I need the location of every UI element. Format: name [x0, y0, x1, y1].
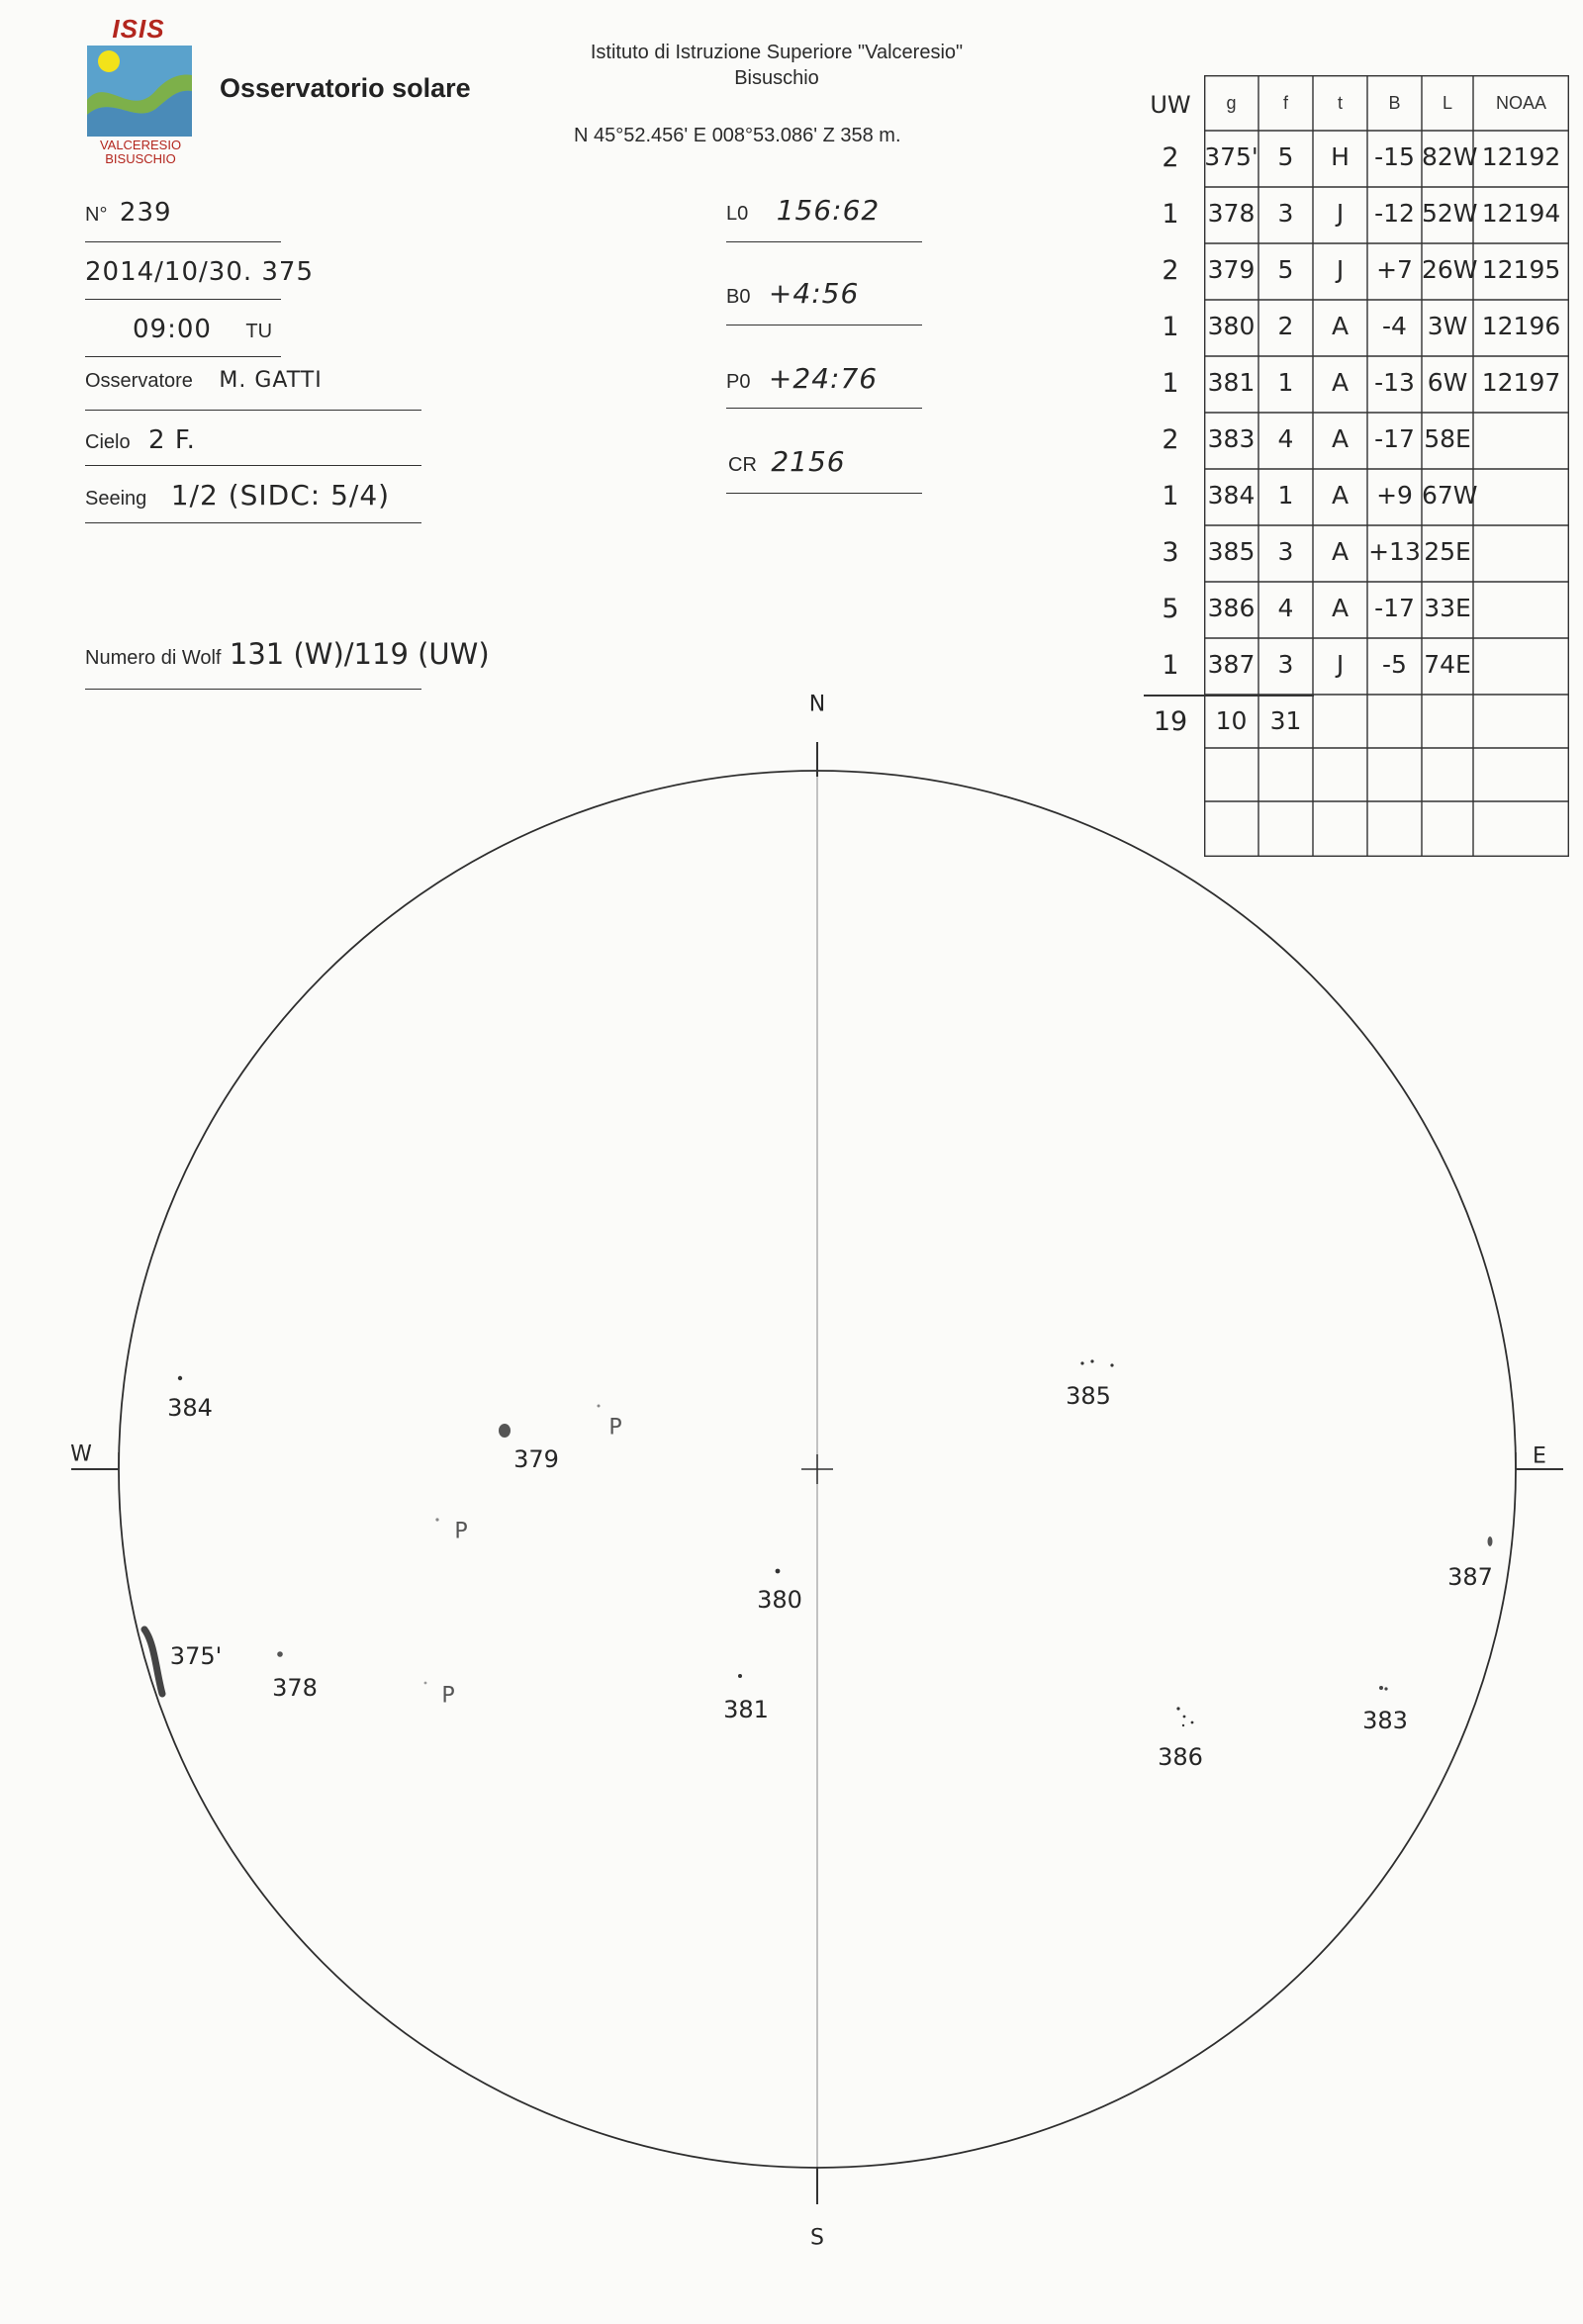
disk-label-384: 384 — [167, 1394, 213, 1422]
spot-386-b — [1183, 1716, 1186, 1719]
sky-label: Cielo — [85, 431, 131, 453]
spot-387 — [1488, 1536, 1493, 1546]
seeing-value: 1/2 (SIDC: 5/4) — [170, 479, 391, 511]
east-label: E — [1533, 1443, 1546, 1469]
row-g: 383 — [1207, 424, 1256, 453]
pore-southwest — [424, 1682, 427, 1685]
row-noaa: 12197 — [1481, 368, 1561, 397]
disk-label-386: 386 — [1158, 1743, 1203, 1771]
pore-mark-1: P — [608, 1415, 622, 1441]
disk-label-379: 379 — [513, 1445, 559, 1473]
row-f: 1 — [1277, 481, 1294, 510]
spot-383-a — [1379, 1686, 1383, 1690]
row-g: 385 — [1207, 537, 1256, 566]
row-f: 4 — [1277, 424, 1294, 453]
west-label: W — [70, 1441, 92, 1467]
row-f: 2 — [1277, 312, 1294, 340]
spot-381 — [738, 1674, 742, 1678]
wolf-label: Numero di Wolf — [85, 647, 222, 669]
spot-386-d — [1182, 1724, 1184, 1726]
north-label: N — [808, 692, 826, 717]
row-g: 381 — [1207, 368, 1256, 397]
sky-value: 2 F. — [148, 425, 196, 455]
row-g: 379 — [1207, 255, 1256, 284]
b0-label: B0 — [726, 286, 751, 308]
row-uw: 1 — [1162, 368, 1179, 399]
row-l: 26W — [1422, 255, 1478, 284]
cr-label: CR — [728, 454, 757, 476]
row-b: -17 — [1374, 594, 1415, 622]
row-uw: 1 — [1162, 312, 1179, 342]
observer-label: Osservatore — [85, 370, 193, 392]
disk-label-387: 387 — [1447, 1563, 1493, 1591]
row-b: +13 — [1368, 537, 1421, 566]
spot-379-leader — [499, 1424, 511, 1438]
row-uw: 3 — [1162, 537, 1179, 568]
spot-385-b — [1090, 1359, 1093, 1362]
l0-label: L0 — [726, 203, 749, 225]
row-uw: 1 — [1162, 199, 1179, 230]
spot-385-c — [1110, 1363, 1113, 1366]
row-f: 4 — [1277, 594, 1294, 622]
row-f: 3 — [1277, 199, 1294, 228]
spot-384 — [178, 1376, 182, 1380]
row-uw: 1 — [1162, 481, 1179, 511]
logo-brand-text: ISIS — [112, 14, 165, 44]
total-uw: 19 — [1153, 706, 1188, 737]
row-f: 5 — [1277, 255, 1294, 284]
b0-value: +4:56 — [768, 277, 860, 310]
l0-value: 156:62 — [776, 194, 881, 227]
row-l: 52W — [1422, 199, 1478, 228]
row-t: A — [1331, 594, 1350, 622]
row-noaa: 12192 — [1481, 142, 1561, 171]
disk-label-385: 385 — [1066, 1382, 1111, 1410]
spot-386-a — [1176, 1707, 1179, 1710]
row-g: 375' — [1204, 142, 1258, 171]
row-t: A — [1331, 368, 1350, 397]
time-unit: TU — [245, 321, 273, 342]
row-l: 58E — [1424, 424, 1471, 453]
col-header-t: t — [1337, 93, 1343, 113]
observation-date: 2014/10/30. 375 — [85, 257, 315, 287]
row-b: -5 — [1382, 650, 1407, 679]
row-t: J — [1336, 255, 1345, 284]
spot-379-follower — [598, 1405, 601, 1408]
spot-383-b — [1384, 1687, 1387, 1690]
p0-label: P0 — [726, 371, 751, 393]
spot-386-c — [1191, 1721, 1194, 1724]
number-label: N° — [85, 204, 108, 226]
disk-label-381: 381 — [723, 1696, 769, 1723]
row-f: 3 — [1277, 537, 1294, 566]
row-b: +9 — [1376, 481, 1413, 510]
row-t: A — [1331, 537, 1350, 566]
row-b: -4 — [1382, 312, 1407, 340]
row-l: 3W — [1427, 312, 1468, 340]
institute-name: Istituto di Istruzione Superiore "Valceresio" — [590, 42, 964, 63]
row-l: 82W — [1422, 142, 1478, 171]
row-l: 25E — [1424, 537, 1471, 566]
row-uw: 2 — [1162, 255, 1179, 286]
uw-header: UW — [1150, 91, 1191, 119]
row-t: H — [1331, 142, 1350, 171]
row-noaa: 12194 — [1481, 199, 1561, 228]
row-l: 6W — [1427, 368, 1468, 397]
pore-mark-2: P — [454, 1519, 468, 1544]
col-header-g: g — [1226, 93, 1237, 113]
col-header-f: f — [1282, 93, 1288, 113]
col-header-l: L — [1442, 93, 1452, 113]
total-groups: 10 — [1215, 706, 1248, 735]
observatory-coordinates: N 45°52.456' E 008°53.086' Z 358 m. — [574, 125, 901, 146]
row-t: J — [1336, 650, 1345, 679]
row-b: -17 — [1374, 424, 1415, 453]
pore-west — [435, 1518, 438, 1521]
row-noaa: 12195 — [1481, 255, 1561, 284]
row-g: 386 — [1207, 594, 1256, 622]
disk-label-378: 378 — [272, 1674, 318, 1702]
spot-385-a — [1080, 1361, 1083, 1364]
logo-name-line1: VALCERESIO — [99, 138, 182, 152]
time-value: 09:00 — [133, 315, 212, 344]
total-spots: 31 — [1269, 706, 1302, 735]
number-value: 239 — [119, 198, 172, 228]
row-l: 67W — [1422, 481, 1478, 510]
row-uw: 5 — [1162, 594, 1179, 624]
pore-mark-3: P — [441, 1683, 455, 1709]
spot-378 — [277, 1651, 283, 1657]
seeing-label: Seeing — [85, 488, 147, 510]
col-header-b: B — [1388, 93, 1401, 113]
spot-380 — [776, 1569, 781, 1574]
row-t: J — [1336, 199, 1345, 228]
row-b: -13 — [1374, 368, 1415, 397]
row-b: -15 — [1374, 142, 1415, 171]
wolf-value: 131 (W)/119 (UW) — [229, 637, 490, 671]
row-b: -12 — [1374, 199, 1415, 228]
row-t: A — [1331, 424, 1350, 453]
row-t: A — [1331, 481, 1350, 510]
row-b: +7 — [1376, 255, 1413, 284]
disk-label-380: 380 — [757, 1586, 802, 1614]
row-f: 1 — [1277, 368, 1294, 397]
row-t: A — [1331, 312, 1350, 340]
row-g: 387 — [1207, 650, 1256, 679]
row-l: 33E — [1424, 594, 1471, 622]
row-g: 378 — [1207, 199, 1256, 228]
row-uw: 2 — [1162, 142, 1179, 173]
logo-name-line2: BISUSCHIO — [105, 151, 176, 166]
col-header-noaa: NOAA — [1495, 93, 1546, 113]
row-g: 380 — [1207, 312, 1256, 340]
south-label: S — [810, 2225, 824, 2251]
p0-value: +24:76 — [768, 362, 879, 395]
row-g: 384 — [1207, 481, 1256, 510]
row-f: 3 — [1277, 650, 1294, 679]
disk-label-375: 375' — [169, 1642, 223, 1670]
row-uw: 1 — [1162, 650, 1179, 681]
row-l: 74E — [1424, 650, 1471, 679]
row-f: 5 — [1277, 142, 1294, 171]
institute-town: Bisuschio — [734, 67, 819, 89]
row-noaa: 12196 — [1481, 312, 1561, 340]
row-uw: 2 — [1162, 424, 1179, 455]
cr-value: 2156 — [771, 445, 846, 478]
observatory-title: Osservatorio solare — [220, 73, 471, 103]
disk-label-383: 383 — [1362, 1707, 1408, 1734]
observer-value: M. GATTI — [219, 368, 323, 393]
